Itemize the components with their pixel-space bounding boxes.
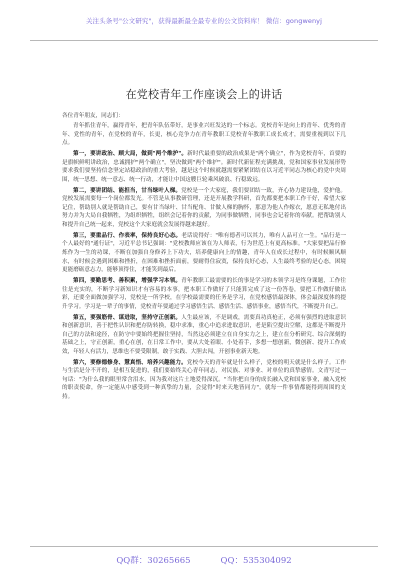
paragraph-heading: 第一，要讲政治、顾大局，做到"两个维护"。	[73, 151, 188, 158]
paragraph-2	[62, 187, 346, 230]
top-banner	[0, 0, 408, 40]
paragraph-text: 青年抓住青年，赢得青年，把青年队伍带好，是事业兴旺发达的一个标志。党校青年是向上的青年、优秀的青年、党性的青年，在党校的青年，长更，核心竞争力在青年教职工党校青年教职工成长成才，需要重视到以下几点。	[62, 123, 346, 147]
paragraph-text: 人生最应该，不是调戏，需要真功真枪正，必须有强烈的进取意识和创新意识，善于把性认识和把存防转换，稳中求准，重心中追求进取意识，老是陷空提出空解，这都是不断提升自己的方法和途径，在防守中要始终把握住坚持，当然这必须建立在自身实力之上，建立在分析研究、综合深刻的基础之上，守正创新，重心在创，在日常工作中，要从大处着眼、小处着手，多想一想创新，微创新、提升工作成效，年轻人有活力，思维也不要受限制，敢于实践、大胆去闯，开创事业新天地。	[62, 314, 346, 355]
footer-qq: QQ：535304092	[220, 556, 292, 566]
paragraph-5	[62, 314, 346, 357]
footer	[0, 550, 408, 570]
paragraph-text: 青年教职工最需要的长的事是学习的本领学习是终身课题，工作往往是充实的，不断学习新知识才有容易的本事，把本职工作做好了只能算完成了这一份答卷，要把工作做好做出彩，还要全面做加强学习，党校是一所学校，在学校最需要的任务是学习，在党校感悟最深体，体会最深度体的提升学习。学习是一辈子的事情，党校青年要通过学习感悟生活、感悟生活、感悟事业，感悟当代，不断提升自己。	[62, 277, 346, 310]
paragraph-heading: 第四，要勤思考、善积累，增强学习本领。	[73, 277, 182, 284]
paragraph-heading: 第三，要重品行、作表率，保持良好心态。	[73, 232, 182, 239]
banner-text: 关注头条号"公文研究"，获得最新最全最专业的公文资料库！ 微信：gongwenyj	[85, 16, 323, 25]
top-divider	[30, 40, 378, 41]
paragraph-text: 老话说得好："唯有德者可以其力，唯有人品可立一生。"品行是一个人最好的"通行证"，习近平总书记强调："党校教师应该在为人师表，行为世范上有更高标准。"大家要把品行修炼作为一生的功课，不断在加强自身修养上下功夫，培养健康向上的情趣，青年人在成长过程中，有时候顺风顺水，有时候会遇到困难和挫折，在困难和挫折面前，要耐得住寂寞，保持良好心态，人生最终考验的是心态，困境更能磨砺意志力，能够顶得住，才能笑到最后。	[62, 232, 346, 274]
page-title: 在党校青年工作座谈会上的讲话	[125, 88, 283, 101]
paragraph-heading: 第二，要讲团结、能担当，甘当绿叶人梯。	[73, 187, 182, 194]
paragraph-text: 党校今天的青年就是什么样子，党校的明天就是什么样子。工作与生活是分不开的，是相互促进的，我们要始终关心青年同志，对民族、对事业、对单位的真挚感情。文青写过一句话："为什么我的眼里常含泪水，因为我对这片土地爱得深沉。"当你把自身的成长融入党和国家事业，融入党校的职责使命，你一定能从中感受到一种真挚的力量，会觉得"时来天地皆同力"，就每一件事情都能得到周围的支持。	[62, 359, 346, 401]
paragraph-intro	[62, 122, 346, 148]
paragraph-4	[62, 277, 346, 311]
paragraph-6	[62, 359, 346, 402]
paragraph-heading: 第五，要强筋骨、谋进取，坚持守正创新。	[73, 314, 182, 321]
paragraph-1	[62, 150, 346, 184]
footer-qq-group: QQ群：30265665	[116, 556, 191, 566]
paragraph-text: 党校是一个大家庭，我们要团结一致，齐心协力建设他，爱护他。党校发展需要每一个岗位都发光。不管是从事教研管理，还是开展教学科研，首先都要把本职工作干好，希望大家记住，帮助别人就是帮助自己，要有甘当绿叶、甘当配角、甘做人梯的胸怀，那意为他人作嫁衣，愿意无私地付出努力并为大局自我牺牲，为组织牺牲，组织会记着你的贡献，为同事做牺牲，同事也会记着你的奉献。把帮助别人和提升自己统一起来，党校这个大家庭就会发展得越来越好。	[62, 187, 346, 228]
paragraph-3	[62, 232, 346, 275]
paragraph-text: 新时代最重要的政治成果是"两个确立"，作为党校青年，首要的是旗帜鲜明讲政治，忠诚拥护"两个确立"，坚决做到"两个维护"。新时代新征程充满挑战，党和国家事业发展形势要求我们要坚持信念坚定站稳政治的重大考验，越是这个时候就越需要紧紧团结在以习近平同志为核心的党中央周围，统一思想、统一意志、统一行动，才能让中国这艘巨轮乘风破浪、行稳致远。	[62, 151, 346, 183]
bottom-divider	[30, 546, 378, 547]
document-body	[62, 86, 346, 404]
paragraph-heading: 第六，要修德修身、慧真悟、培养兴趣能力。	[73, 359, 187, 366]
salutation: 各位青年朋友，同志们：	[62, 113, 124, 119]
